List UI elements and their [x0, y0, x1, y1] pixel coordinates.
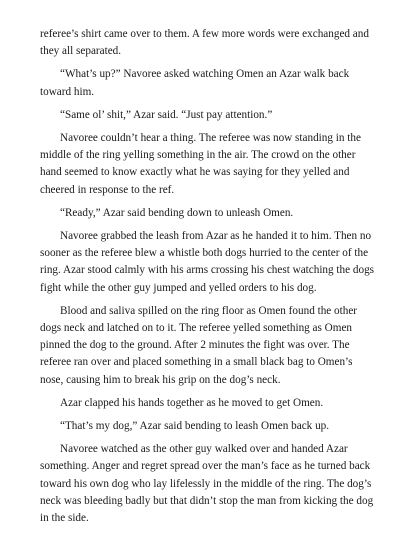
paragraph-2: “What’s up?” Navoree asked watching Omen an Azar walk back toward him. [40, 68, 350, 98]
paragraph-6: Navoree grabbed the leash from Azar as he handed it to him. Then no sooner as the referee blew a whistle both dogs hurried to the center of the ring. Azar stood calmly with his arms crossing his chest watching the dogs fight while the other guy jumped and yelled orders to his dog. [40, 230, 375, 294]
paragraph-4: Navoree couldn’t hear a thing. The referee was now standing in the middle of the ring yelling something in the air. The crowd on the other hand seemed to know exactly what he was saying for they yelled and cheered in response to the ref. [40, 132, 361, 196]
paragraph-9: “That’s my dog,” Azar said bending to leash Omen back up. [60, 420, 330, 433]
paragraph-7: Blood and saliva spilled on the ring floor as Omen found the other dogs neck and latched on to it. The referee yelled something as Omen pinned the dog to the ground. After 2 minutes the fight was over. The referee ran over and placed something in a small black bag to Omen’s nose, causing him to break his grip on the dog’s neck. [40, 304, 358, 386]
paragraph-3: “Same ol’ shit,” Azar said. “Just pay attention.” [60, 108, 273, 121]
paragraph-5: “Ready,” Azar said bending down to unleash Omen. [60, 206, 294, 219]
paragraph-1: referee’s shirt came over to them. A few more words were exchanged and they all separated. [40, 28, 369, 58]
paragraph-10: Navoree watched as the other guy walked over and handed Azar something. Anger and regret spread over the man’s face as he turned back toward his own dog who lay lifelessly in the middle of the ring. The dog’s neck was bleeding badly but that didn’t stop the man from kicking the dog in the side. [40, 443, 374, 525]
paragraph-8: Azar clapped his hands together as he moved to get Omen. [60, 396, 324, 409]
